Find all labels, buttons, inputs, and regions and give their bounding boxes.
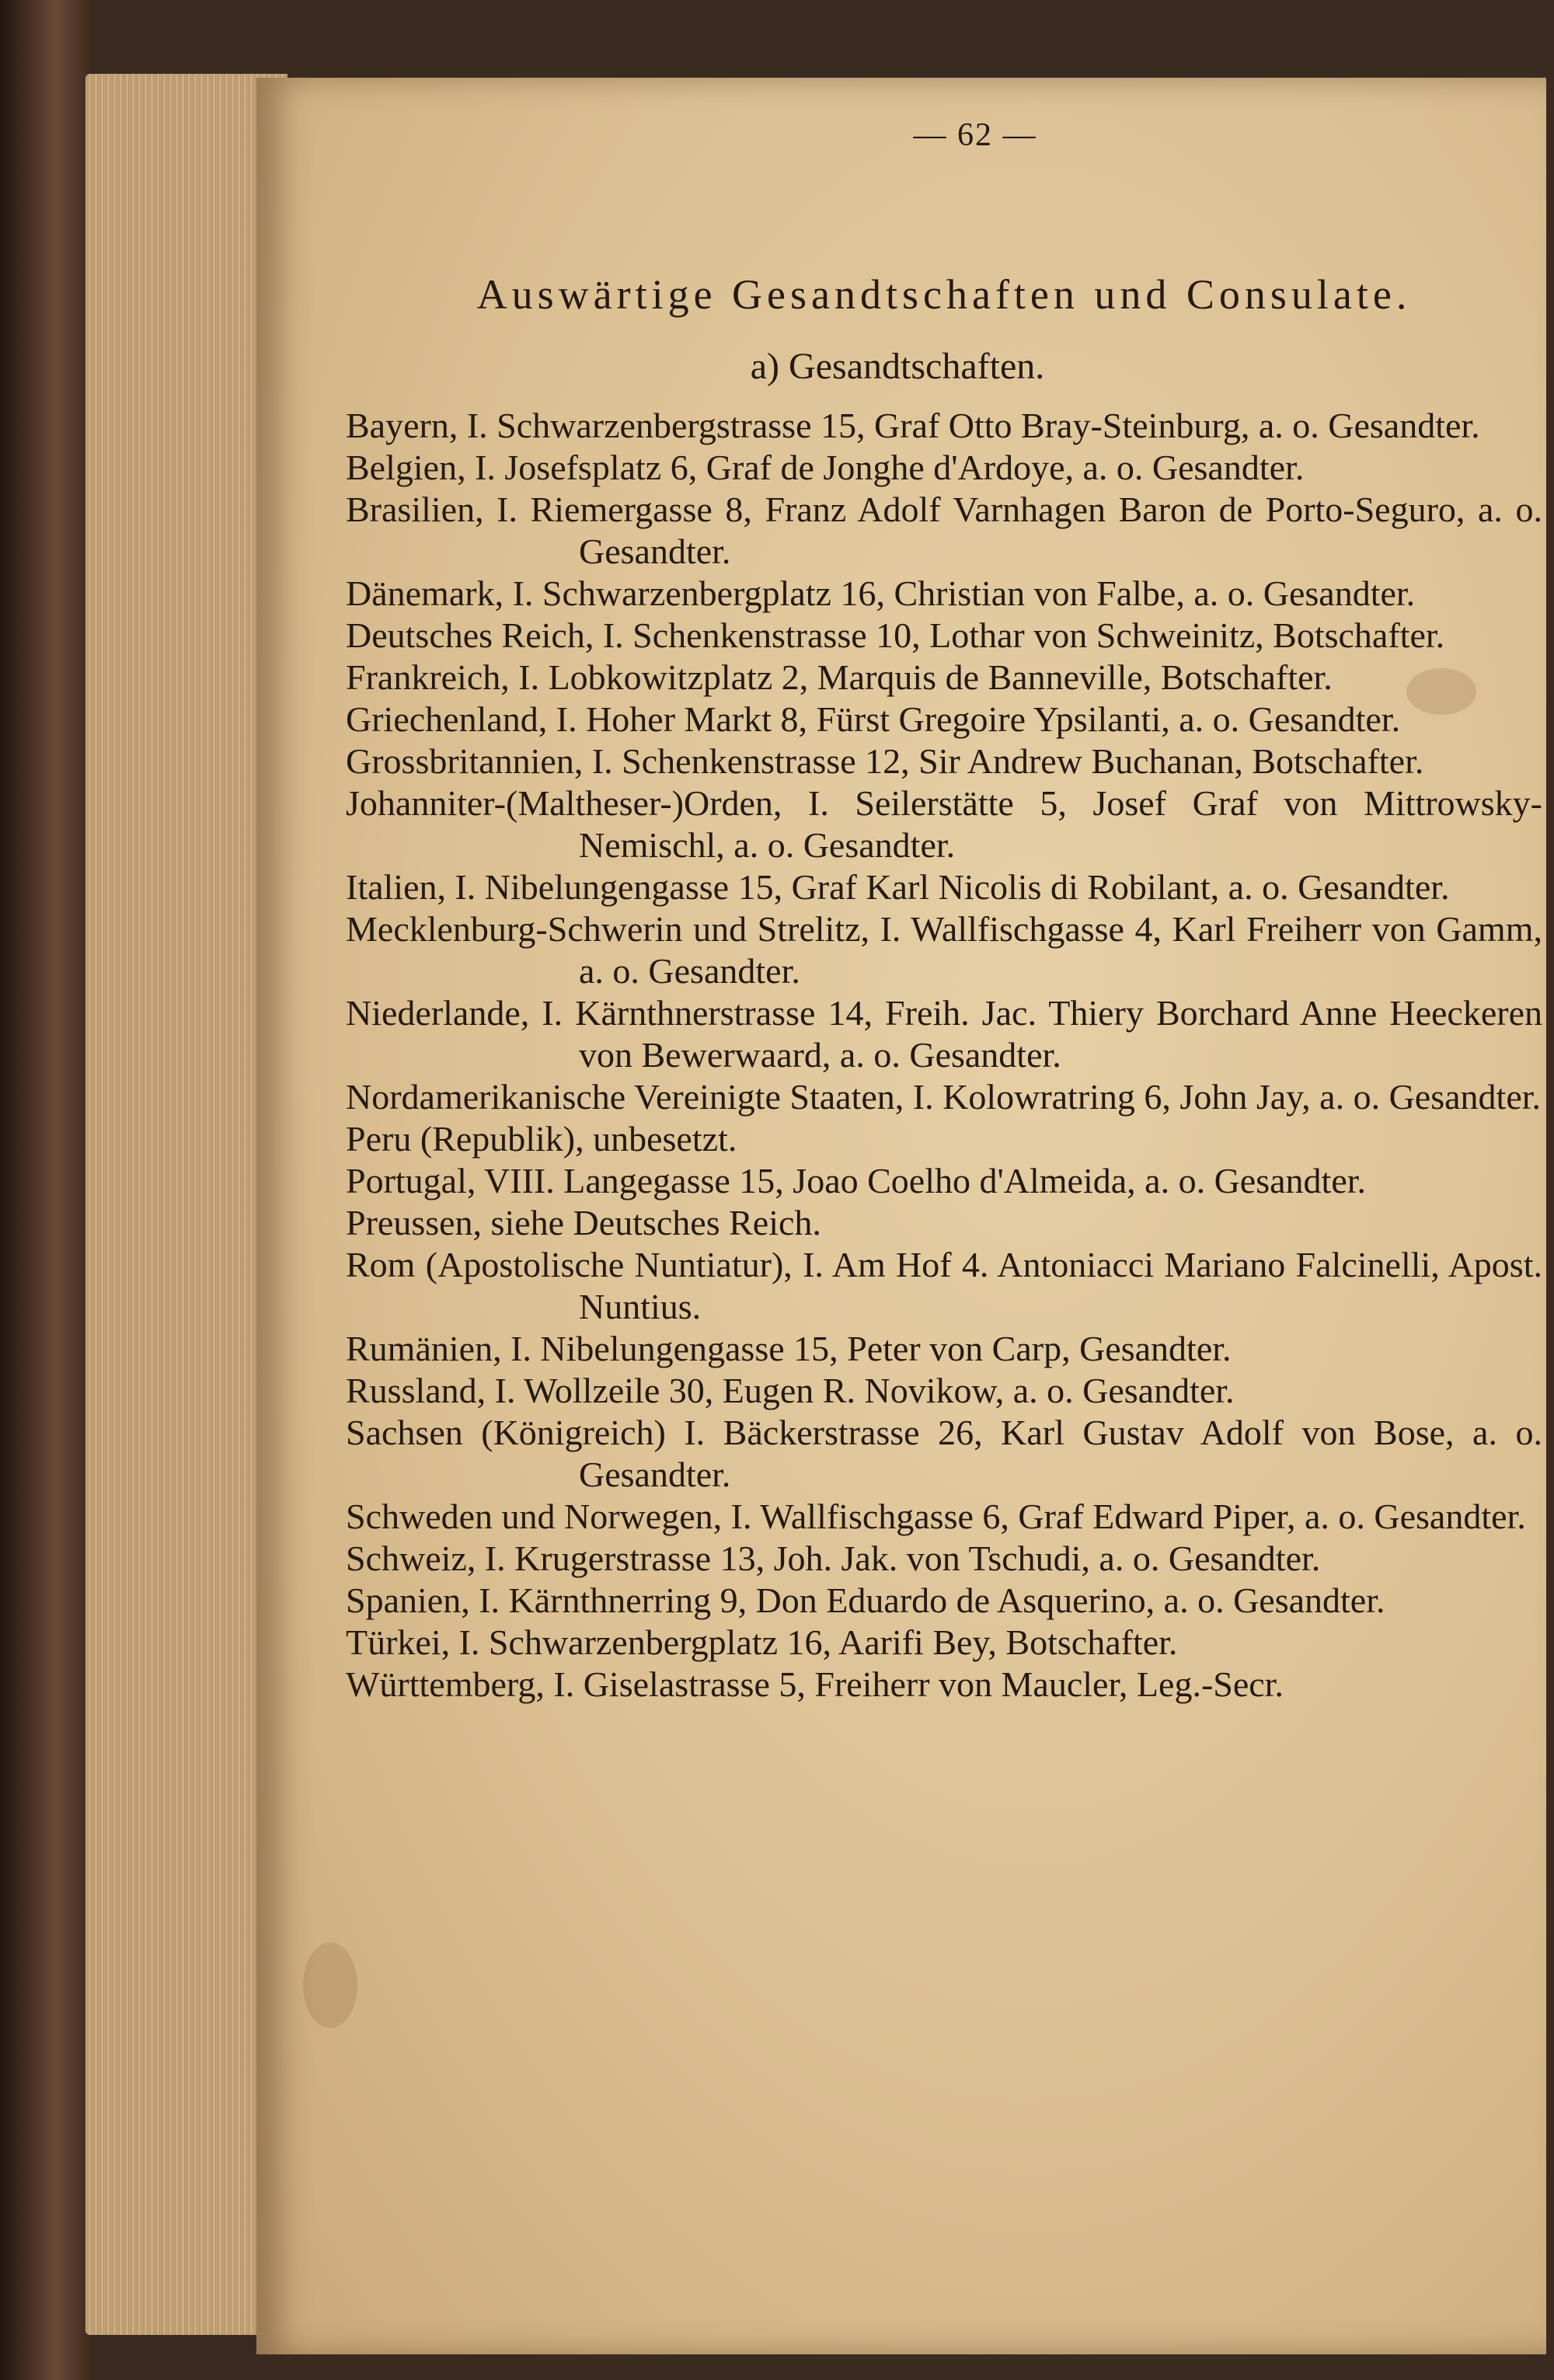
- legation-entry: Deutsches Reich, I. Schenkenstrasse 10, Lothar von Schweinitz, Botschafter.: [346, 615, 1445, 655]
- legation-entry: Brasilien, I. Riemergasse 8, Franz Adolf Varnhagen Baron de Porto-Seguro, a. o. Gesandter.: [346, 490, 1542, 571]
- page-content: [346, 117, 1542, 1706]
- subsection-heading: a) Gesandtschaften.: [750, 346, 1045, 387]
- legation-entry: Italien, I. Nibelungengasse 15, Graf Karl Nicolis di Robilant, a. o. Gesandter.: [346, 867, 1450, 907]
- legation-entry: Rom (Apostolische Nuntiatur), I. Am Hof 4. Antoniacci Mariano Falcinelli, Apost. Nuntius.: [346, 1245, 1542, 1326]
- legation-entry: Sachsen (Königreich) I. Bäckerstrasse 26, Karl Gustav Adolf von Bose, a. o. Gesandter.: [346, 1413, 1542, 1494]
- legation-entry: Frankreich, I. Lobkowitzplatz 2, Marquis de Banneville, Botschafter.: [346, 657, 1333, 697]
- legation-entry: Peru (Republik), unbesetzt.: [346, 1119, 737, 1159]
- legation-entry: Schweiz, I. Krugerstrasse 13, Joh. Jak. von Tschudi, a. o. Gesandter.: [346, 1538, 1321, 1578]
- book-cover-edge: [0, 0, 93, 2380]
- legation-entry: Württemberg, I. Giselastrasse 5, Freiherr von Maucler, Leg.-Secr.: [346, 1664, 1284, 1704]
- legation-entry: Griechenland, I. Hoher Markt 8, Fürst Gregoire Ypsilanti, a. o. Gesandter.: [346, 699, 1401, 739]
- page-number: — 62 —: [913, 117, 1037, 153]
- legation-entry: Preussen, siehe Deutsches Reich.: [346, 1203, 821, 1242]
- paper-page: [256, 78, 1546, 2354]
- legation-entry: Niederlande, I. Kärnthnerstrasse 14, Freih. Jac. Thiery Borchard Anne Heeckeren von Bewerwaard, a. o. Gesandter.: [346, 993, 1542, 1075]
- legation-entry: Spanien, I. Kärnthnerring 9, Don Eduardo de Asquerino, a. o. Gesandter.: [346, 1580, 1385, 1620]
- legation-entry: Schweden und Norwegen, I. Wallfischgasse 6, Graf Edward Piper, a. o. Gesandter.: [346, 1497, 1526, 1536]
- legation-entry: Grossbritannien, I. Schenkenstrasse 12, Sir Andrew Buchanan, Botschafter.: [346, 741, 1424, 781]
- legation-entry: Portugal, VIII. Langegasse 15, Joao Coelho d'Almeida, a. o. Gesandter.: [346, 1161, 1367, 1200]
- section-heading: Auswärtige Gesandtschaften und Consulate.: [476, 271, 1412, 318]
- legation-entry: Rumänien, I. Nibelungengasse 15, Peter von Carp, Gesandter.: [346, 1329, 1232, 1368]
- legation-entry: Russland, I. Wollzeile 30, Eugen R. Novikow, a. o. Gesandter.: [346, 1371, 1235, 1410]
- legation-entry: Belgien, I. Josefsplatz 6, Graf de Jonghe d'Ardoye, a. o. Gesandter.: [346, 448, 1305, 487]
- legation-entry: Nordamerikanische Vereinigte Staaten, I. Kolowratring 6, John Jay, a. o. Gesandter.: [346, 1077, 1542, 1117]
- legation-list: [346, 405, 1542, 1706]
- legation-entry: Mecklenburg-Schwerin und Strelitz, I. Wallfischgasse 4, Karl Freiherr von Gamm, a. o. Gesandter.: [346, 909, 1542, 991]
- legation-entry: Bayern, I. Schwarzenbergstrasse 15, Graf Otto Bray-Steinburg, a. o. Gesandter.: [346, 406, 1480, 445]
- legation-entry: Dänemark, I. Schwarzenbergplatz 16, Christian von Falbe, a. o. Gesandter.: [346, 573, 1416, 613]
- legation-entry: Johanniter-(Maltheser-)Orden, I. Seilerstätte 5, Josef Graf von Mittrowsky-Nemischl, a. o. Gesandter.: [346, 783, 1542, 865]
- legation-entry: Türkei, I. Schwarzenbergplatz 16, Aarifi Bey, Botschafter.: [346, 1622, 1178, 1662]
- paper-stain: [303, 1943, 357, 2028]
